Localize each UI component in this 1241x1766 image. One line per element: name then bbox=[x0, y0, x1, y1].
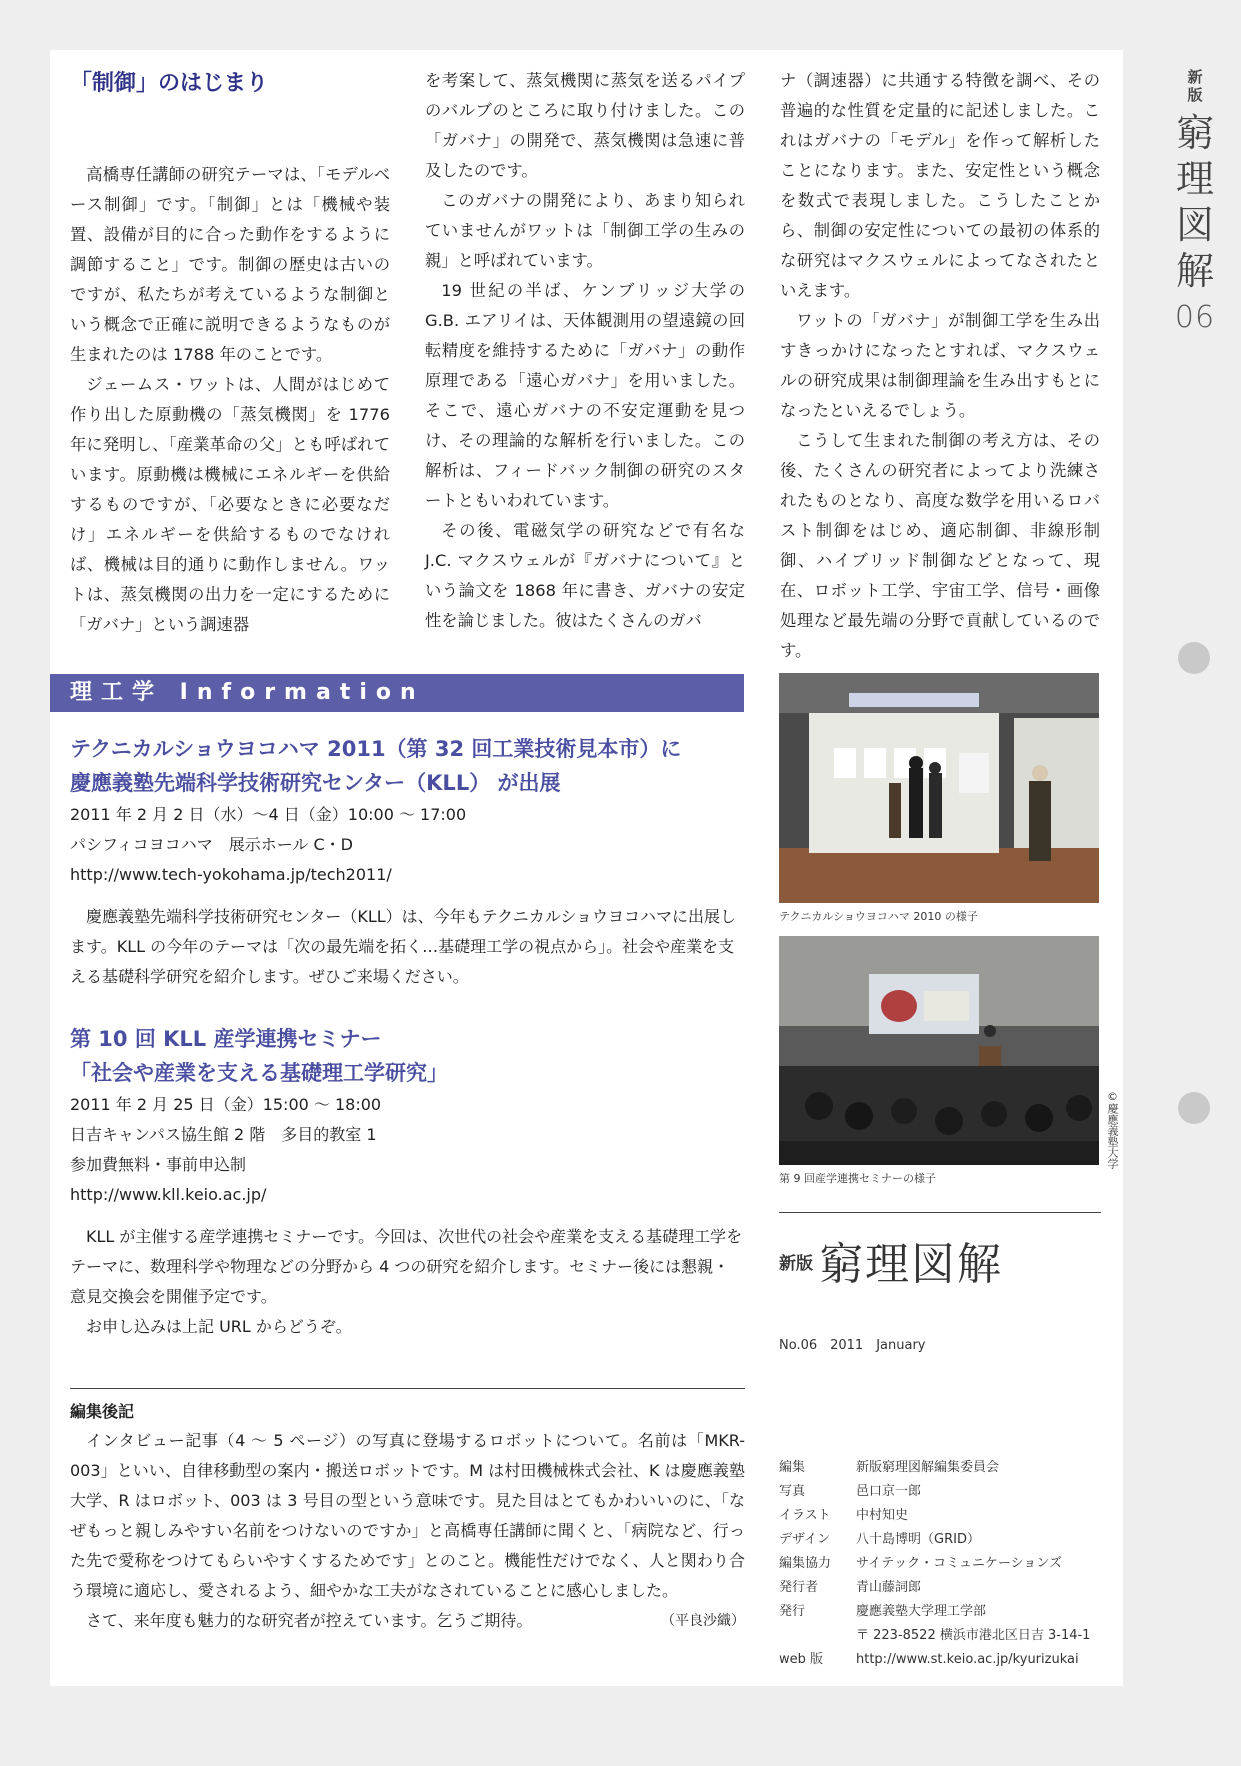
credit-row bbox=[779, 1576, 1090, 1600]
article-column-1 bbox=[70, 66, 390, 640]
news-fee: 参加費無料・事前申込制 bbox=[70, 1155, 247, 1174]
side-title: 窮理図解 bbox=[1175, 111, 1214, 293]
decorative-dot bbox=[1178, 1092, 1210, 1124]
masthead-shinpan: 新版 bbox=[779, 1254, 813, 1274]
credit-label: イラスト bbox=[779, 1508, 831, 1523]
editorial-signature: （平良沙織） bbox=[661, 1613, 745, 1629]
credit-value: 〒 223-8522 横浜市港北区日吉 3-14-1 bbox=[856, 1628, 1091, 1643]
article-paragraph: その後、電磁気学の研究などで有名な J.C. マクスウェルが『ガバナについて』という論文を 1868 年に書き、ガバナの安定性を論じました。彼はたくさんのガバ bbox=[425, 521, 745, 630]
credit-label: 編集協力 bbox=[779, 1556, 832, 1571]
credit-value: 新版窮理図解編集委員会 bbox=[856, 1460, 1000, 1475]
news-title bbox=[70, 1022, 745, 1090]
news-item bbox=[70, 1022, 745, 1342]
photo-caption: テクニカルショウヨコハマ 2010 の様子 bbox=[779, 910, 978, 923]
news-body: お申し込みは上記 URL からどうぞ。 bbox=[86, 1317, 352, 1336]
masthead-title: 窮理図解 bbox=[819, 1239, 1003, 1290]
credit-row bbox=[779, 1504, 1090, 1528]
credit-row bbox=[779, 1528, 1090, 1552]
news-title-line: テクニカルショウヨコハマ 2011（第 32 回工業技術見本市）に bbox=[70, 737, 682, 761]
credit-value: 八十島博明（GRID） bbox=[856, 1532, 980, 1547]
credit-label bbox=[779, 1624, 856, 1648]
photo-caption: 第 9 回産学連携セミナーの様子 bbox=[779, 1172, 936, 1185]
news-date: 2011 年 2 月 2 日（水）～4 日（金）10:00 ～ 17:00 bbox=[70, 805, 467, 824]
article-title: 「制御」のはじまり bbox=[70, 71, 269, 96]
side-issue-number: 06 bbox=[1174, 300, 1216, 335]
credit-label: 写真 bbox=[779, 1484, 806, 1499]
news-title bbox=[70, 732, 745, 800]
decorative-dot bbox=[1178, 642, 1210, 674]
news-date: 2011 年 2 月 25 日（金）15:00 ～ 18:00 bbox=[70, 1095, 382, 1114]
divider bbox=[779, 1212, 1101, 1213]
news-venue: パシフィコヨコハマ 展示ホール C・D bbox=[70, 835, 353, 854]
news-body: 慶應義塾先端科学技術研究センター（KLL）は、今年もテクニカルショウヨコハマに出展します。KLL の今年のテーマは「次の最先端を拓く…基礎理工学の視点から」。社会や産業を支える基礎科学研究を紹介します。ぜひご来場ください。 bbox=[70, 907, 737, 986]
editorial-heading: 編集後記 bbox=[70, 1402, 135, 1421]
editorial-paragraph: インタビュー記事（4 ～ 5 ページ）の写真に登場するロボットについて。名前は「MKR-003」といい、自律移動型の案内・搬送ロボットです。M は村田機械株式会社、K は慶應義塾大学、R はロボット、003 は 3 号目の型という意味です。見た目はとてもかわいいのに、「なぜもっと親しみやすい名前をつけないのですか」と高橋専任講師に聞くと、「病院など、行った先で愛称をつけてもらいやすくするためです」とのこと。機能性だけでなく、人と関わり合う環境に適応し、愛されるよう、細やかな工夫がなされていることに感心しました。 bbox=[70, 1431, 745, 1600]
photo-copyright: ©慶應義塾大学 bbox=[1106, 1090, 1119, 1169]
editorial-note bbox=[70, 1398, 745, 1636]
article-paragraph: ワットの「ガバナ」が制御工学を生み出すきっかけになったとすれば、マクスウェルの研究成果は制御理論を生み出すもとになったといえるでしょう。 bbox=[780, 311, 1100, 420]
credits bbox=[779, 1456, 1090, 1672]
seminar-photo bbox=[779, 936, 1099, 1165]
credit-value: サイテック・コミュニケーションズ bbox=[856, 1556, 1062, 1571]
credit-url-link[interactable]: http://www.st.keio.ac.jp/kyurizukai bbox=[856, 1652, 1079, 1667]
exhibition-photo bbox=[779, 673, 1099, 903]
article-column-3 bbox=[780, 66, 1100, 666]
article-paragraph: ナ（調速器）に共通する特徴を調べ、その普遍的な性質を定量的に記述しました。これはガバナの「モデル」を作って解析したことになります。また、安定性という概念を数式で表現しました。こうしたことから、制御の安定性についての最初の体系的な研究はマクスウェルによってなされたといえます。 bbox=[780, 71, 1100, 300]
news-title-line: 慶應義塾先端科学技術研究センター（KLL） が出展 bbox=[70, 771, 561, 795]
information-header: 理工学 Information bbox=[50, 674, 744, 712]
credit-label: デザイン bbox=[779, 1532, 831, 1547]
credit-row bbox=[779, 1552, 1090, 1576]
credit-row bbox=[779, 1456, 1090, 1480]
article-paragraph: 高橋専任講師の研究テーマは、「モデルベース制御」です。「制御」とは「機械や装置、設備が目的に合った動作をするように調節すること」です。制御の歴史は古いのですが、私たちが考えているような制御という概念で正確に説明できるようなものが生まれたのは 1788 年のことです。 bbox=[70, 165, 390, 364]
news-title-line: 「社会や産業を支える基礎理工学研究」 bbox=[70, 1061, 448, 1085]
issue-info: No.06 2011 January bbox=[779, 1338, 926, 1353]
credit-label: web 版 bbox=[779, 1652, 824, 1667]
article-paragraph: こうして生まれた制御の考え方は、その後、たくさんの研究者によってより洗練されたものとなり、高度な数学を用いるロバスト制御をはじめ、適応制御、非線形制御、ハイブリッド制御などとなって、現在、ロボット工学、宇宙工学、信号・画像処理など最先端の分野で貢献しているのです。 bbox=[780, 431, 1100, 660]
editorial-paragraph bbox=[70, 1606, 745, 1636]
article-paragraph: ジェームス・ワットは、人間がはじめて作り出した原動機の「蒸気機関」を 1776 年に発明し、「産業革命の父」とも呼ばれています。原動機は機械にエネルギーを供給するものですが、「必要なときに必要なだけ」エネルギーを供給するものでなければ、機械は目的通りに動作しません。ワットは、蒸気機関の出力を一定にするために「ガバナ」という調速器 bbox=[70, 375, 390, 634]
article-paragraph: を考案して、蒸気機関に蒸気を送るパイプのバルブのところに取り付けました。この「ガバナ」の開発で、蒸気機関は急速に普及したのです。 bbox=[425, 71, 745, 180]
side-tab bbox=[1168, 68, 1222, 335]
credit-value: 中村知史 bbox=[856, 1508, 909, 1523]
news-item bbox=[70, 732, 745, 992]
credit-label: 発行者 bbox=[779, 1580, 819, 1595]
news-url-link[interactable]: http://www.kll.keio.ac.jp/ bbox=[70, 1185, 267, 1204]
divider bbox=[70, 1388, 745, 1389]
credit-label: 編集 bbox=[779, 1460, 806, 1475]
news-url-link[interactable]: http://www.tech-yokohama.jp/tech2011/ bbox=[70, 865, 392, 884]
credit-value: 邑口京一郎 bbox=[856, 1484, 922, 1499]
credit-row bbox=[779, 1600, 1090, 1624]
news-venue: 日吉キャンパス協生館 2 階 多目的教室 1 bbox=[70, 1125, 377, 1144]
credit-label: 発行 bbox=[779, 1604, 806, 1619]
credit-row bbox=[779, 1624, 1090, 1648]
credit-value: 青山藤詞郎 bbox=[856, 1580, 922, 1595]
masthead bbox=[779, 1228, 1101, 1292]
article-column-2 bbox=[425, 66, 745, 636]
credit-row bbox=[779, 1648, 1090, 1672]
editorial-closing: さて、来年度も魅力的な研究者が控えています。乞うご期待。 bbox=[86, 1611, 533, 1630]
news-body: KLL が主催する産学連携セミナーです。今回は、次世代の社会や産業を支える基礎理工学をテーマに、数理科学や物理などの分野から 4 つの研究を紹介します。セミナー後には懇親・意見交換会を開催予定です。 bbox=[70, 1227, 743, 1306]
article-paragraph: このガバナの開発により、あまり知られていませんがワットは「制御工学の生みの親」と呼ばれています。 bbox=[425, 191, 745, 270]
credit-value: 慶應義塾大学理工学部 bbox=[856, 1604, 987, 1619]
article-paragraph: 19 世紀の半ば、ケンブリッジ大学の G.B. エアリイは、天体観測用の望遠鏡の回転精度を維持するために「ガバナ」の動作原理である「遠心ガバナ」を用いました。そこで、遠心ガバナの不安定運動を見つけ、その理論的な解析を行いました。この解析は、フィードバック制御の研究のスタートともいわれています。 bbox=[425, 281, 745, 510]
credit-row bbox=[779, 1480, 1090, 1504]
side-shinpan: 新版 bbox=[1187, 68, 1203, 104]
news-title-line: 第 10 回 KLL 産学連携セミナー bbox=[70, 1027, 382, 1051]
